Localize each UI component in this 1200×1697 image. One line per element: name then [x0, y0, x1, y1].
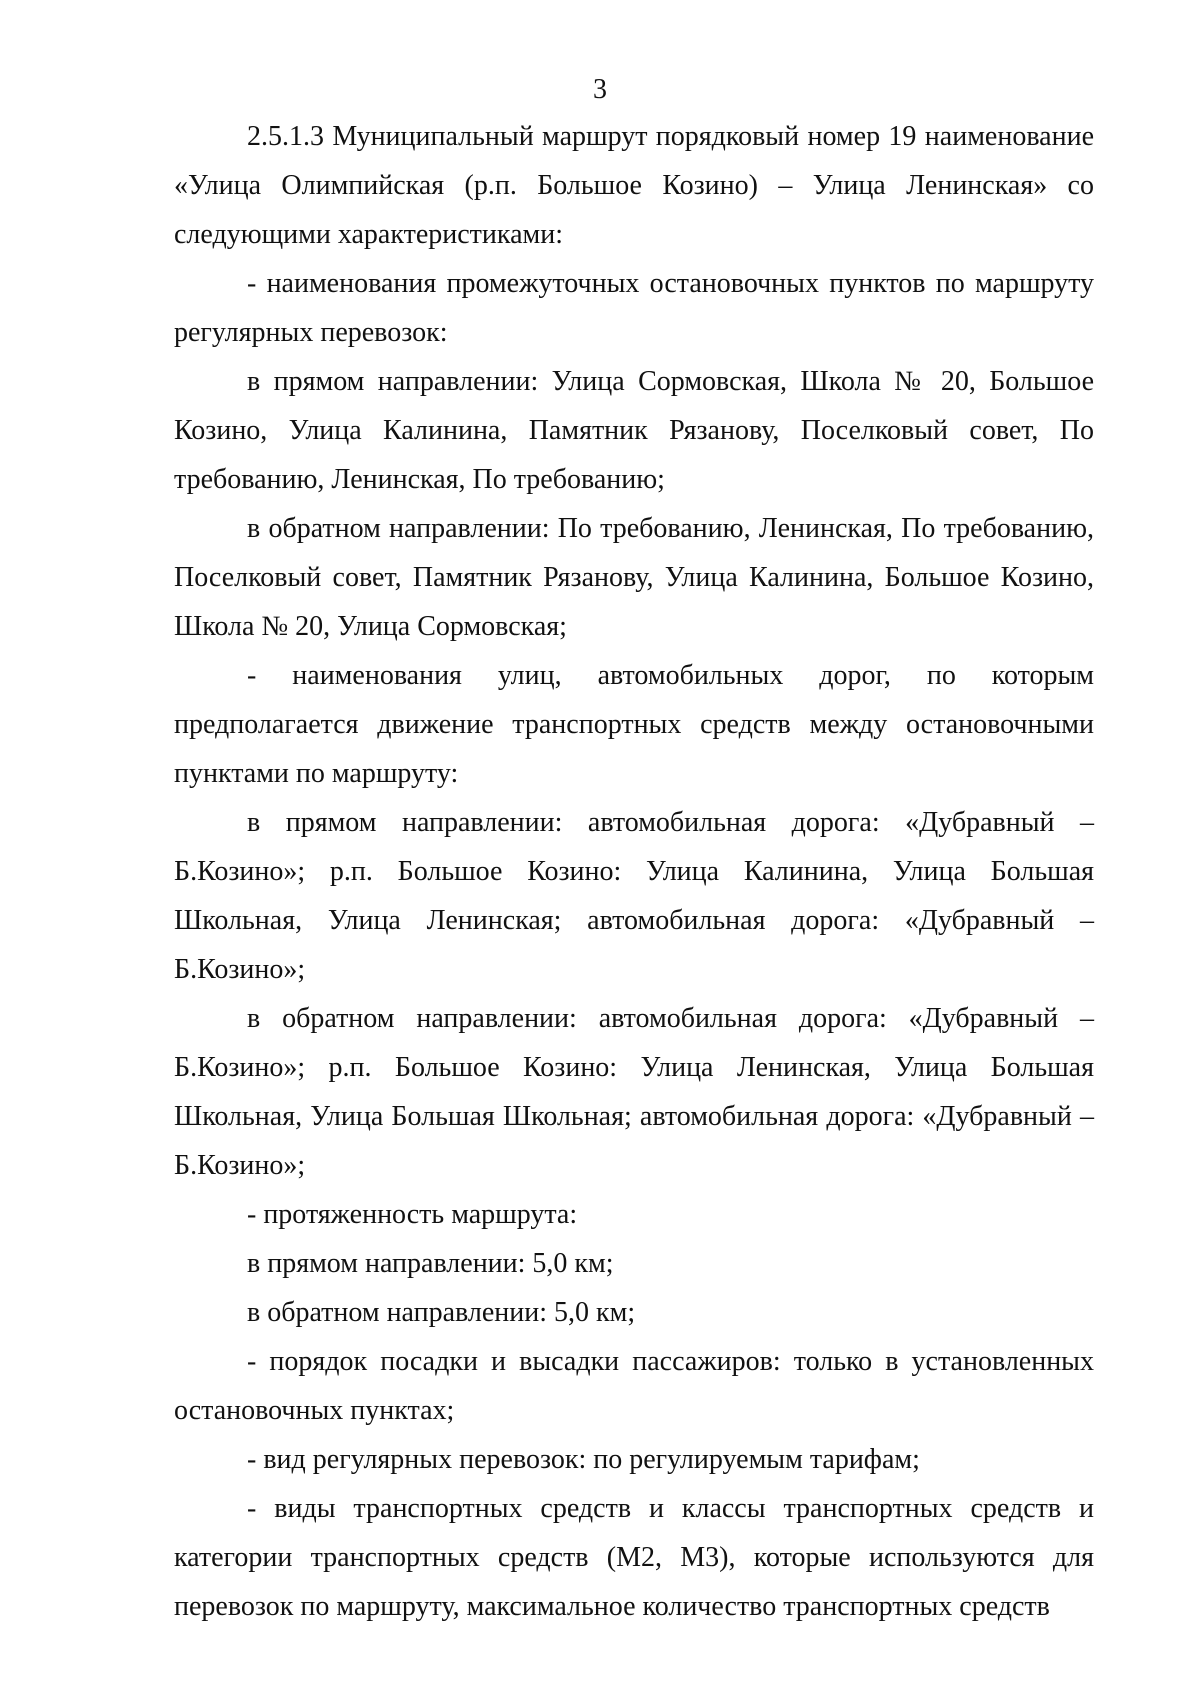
paragraph-route-title: 2.5.1.3 Муниципальный маршрут порядковый номер 19 наименование «Улица Олимпийская (р.п. Большое Козино) – Улица Ленинская» со следующими характеристиками: [174, 121, 1094, 250]
paragraph-stops-reverse: в обратном направлении: По требованию, Ленинская, По требованию, Поселковый совет, Памятник Рязанову, Улица Калинина, Большое Козино, Школа № 20, Улица Сормовская; [174, 513, 1094, 642]
paragraph-stops-heading: - наименования промежуточных остановочных пунктов по маршруту регулярных перевозок: [174, 268, 1094, 348]
paragraph-length-reverse: в обратном направлении: 5,0 км; [247, 1297, 636, 1328]
paragraph-transport-type: - вид регулярных перевозок: по регулируемым тарифам; [247, 1444, 920, 1475]
page-number: 3 [593, 74, 607, 105]
paragraph-vehicle-classes: - виды транспортных средств и классы транспортных средств и категории транспортных средств (М2, М3), которые используются для перевозок по маршруту, максимальное количество транспортных средств [174, 1493, 1094, 1622]
paragraph-streets-forward: в прямом направлении: автомобильная дорога: «Дубравный – Б.Козино»; р.п. Большое Козино: Улица Калинина, Улица Большая Школьная, Улица Ленинская; автомобильная дорога: «Дубравный – Б.Козино»; [174, 807, 1094, 985]
paragraph-length-heading: - протяженность маршрута: [247, 1199, 578, 1230]
paragraph-streets-heading: - наименования улиц, автомобильных дорог, по которым предполагается движение транспортных средств между остановочными пунктами по маршруту: [174, 660, 1094, 789]
paragraph-length-forward: в прямом направлении: 5,0 км; [247, 1248, 614, 1279]
paragraph-streets-reverse: в обратном направлении: автомобильная дорога: «Дубравный – Б.Козино»; р.п. Большое Козино: Улица Ленинская, Улица Большая Школьная, Улица Большая Школьная; автомобильная дорога: «Дубравный – Б.Козино»; [174, 1003, 1094, 1181]
document-body [174, 112, 1094, 1631]
paragraph-boarding: - порядок посадки и высадки пассажиров: только в установленных остановочных пунктах; [174, 1346, 1094, 1426]
paragraph-stops-forward: в прямом направлении: Улица Сормовская, Школа № 20, Большое Козино, Улица Калинина, Памятник Рязанову, Поселковый совет, По требованию, Ленинская, По требованию; [174, 366, 1094, 495]
